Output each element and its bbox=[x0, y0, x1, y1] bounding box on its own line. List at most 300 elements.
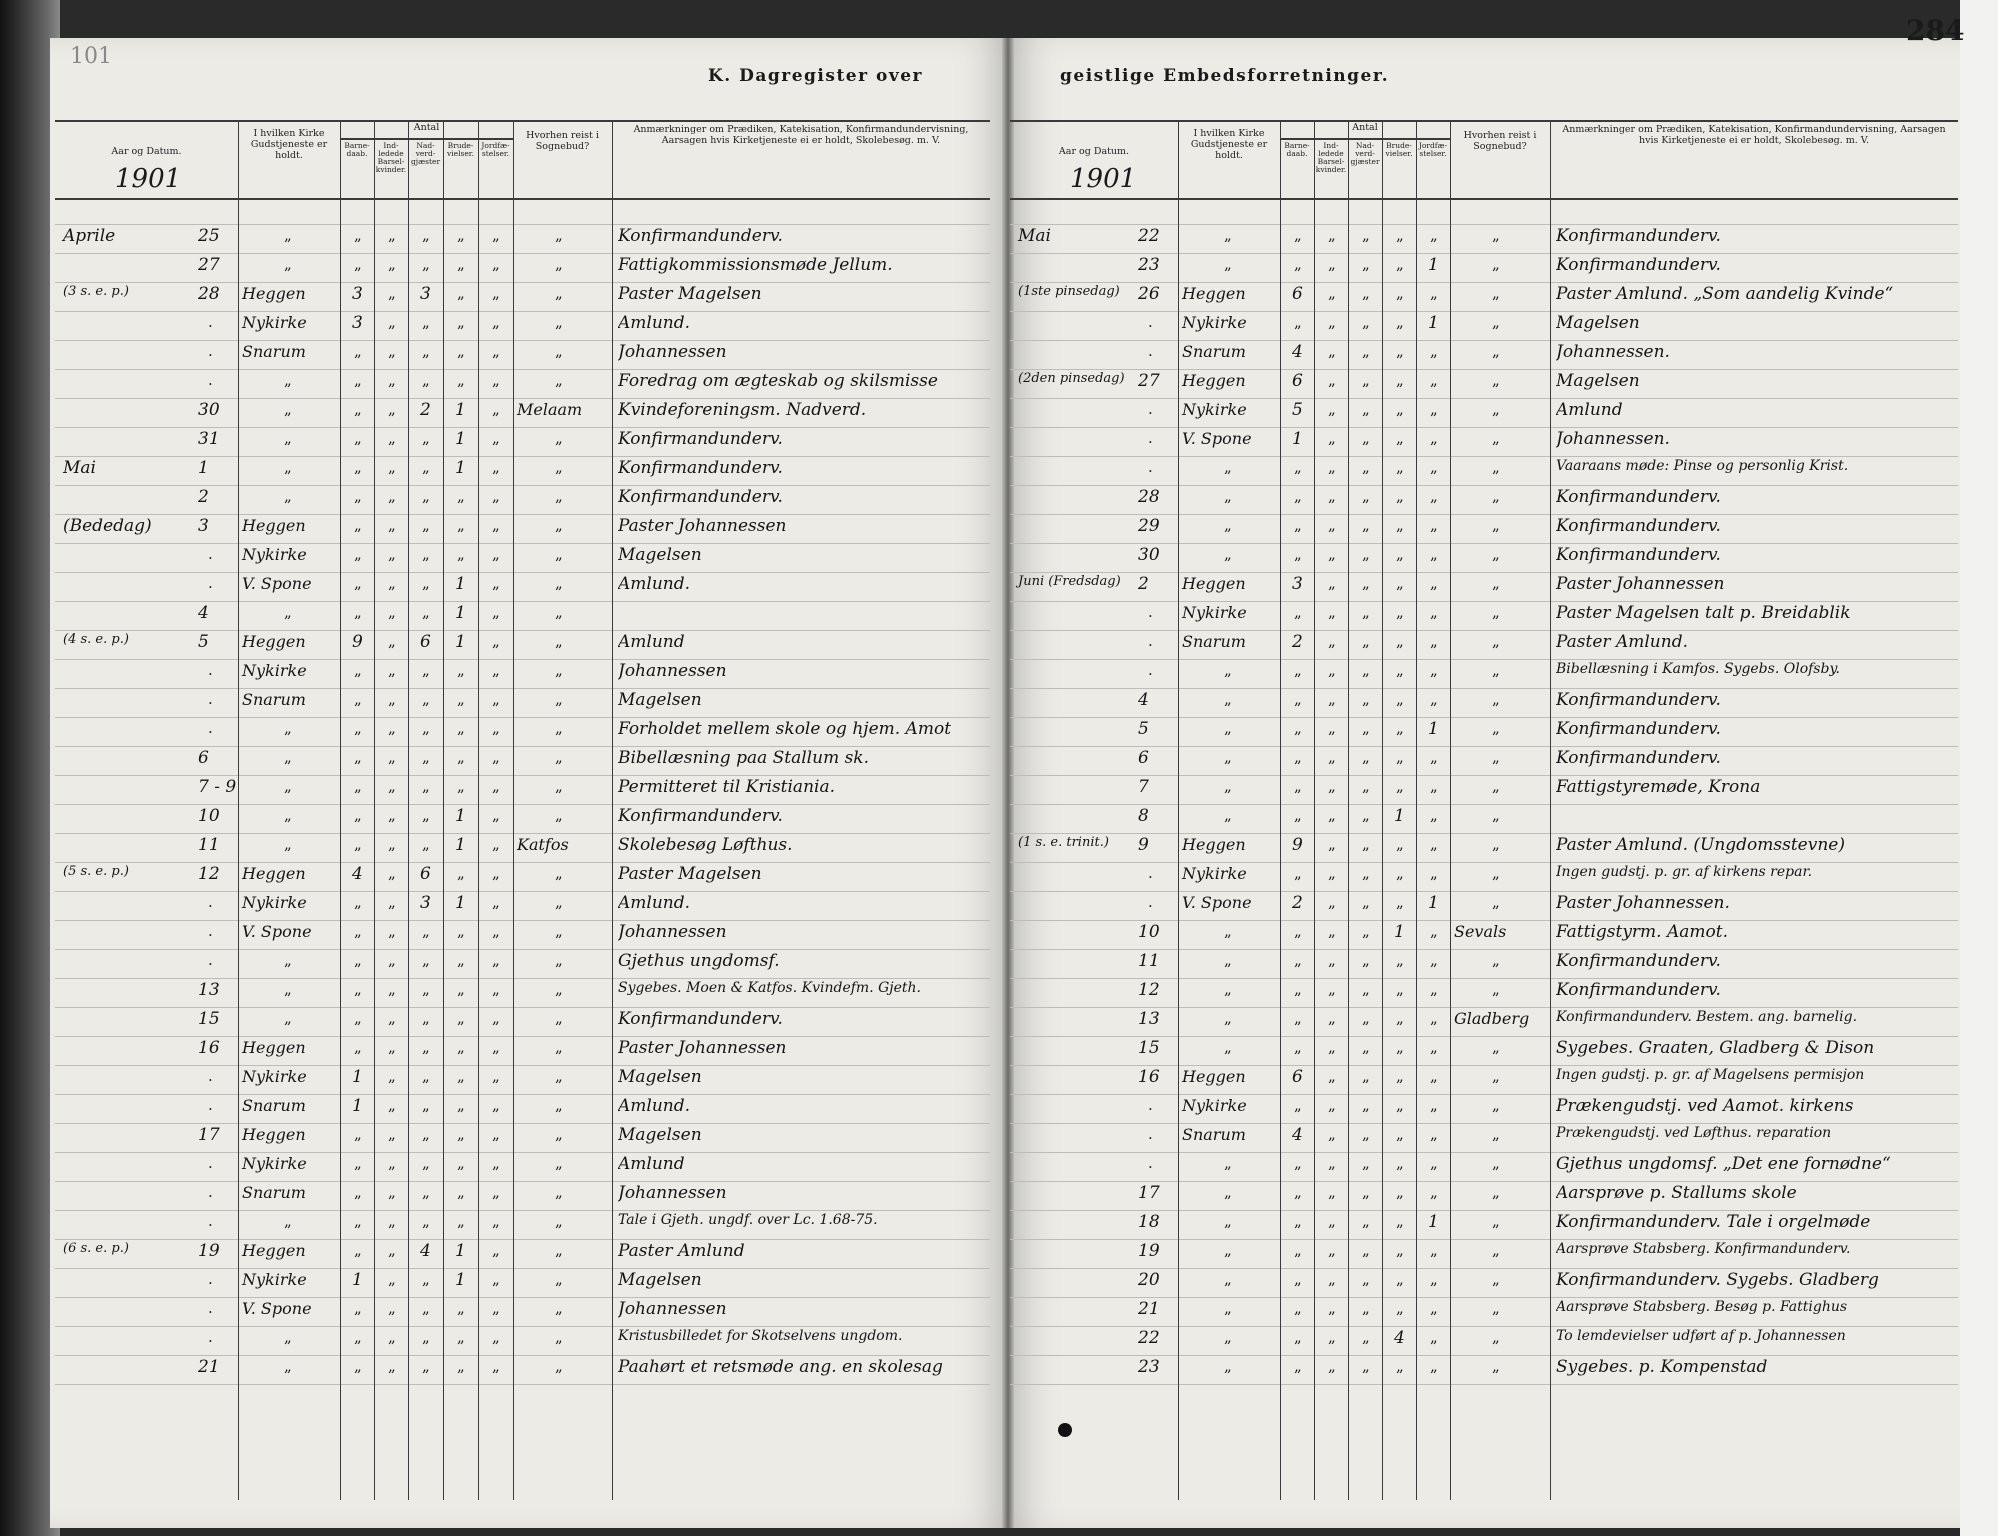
right-row-ditto: . bbox=[1148, 342, 1153, 360]
right-row-count-b: 2 bbox=[1292, 893, 1303, 913]
right-row-note: Magelsen bbox=[1556, 313, 1640, 333]
pencil-mark: 101 bbox=[70, 44, 112, 69]
right-row-ditto: „ bbox=[1430, 1241, 1438, 1259]
right-row-ditto: „ bbox=[1396, 1357, 1404, 1375]
right-row-rule bbox=[1010, 949, 1958, 950]
left-row-ditto: „ bbox=[457, 690, 465, 708]
left-row-note: Magelsen bbox=[618, 1067, 702, 1087]
right-row-ditto: „ bbox=[1362, 1038, 1370, 1056]
left-row-ditto: „ bbox=[457, 371, 465, 389]
left-row-ditto: . bbox=[208, 690, 213, 708]
left-row-ditto: „ bbox=[422, 574, 430, 592]
right-row-ditto: . bbox=[1148, 864, 1153, 882]
left-row-rule bbox=[55, 369, 990, 370]
right-row-ditto: „ bbox=[1430, 1328, 1438, 1346]
right-row-rule bbox=[1010, 1384, 1958, 1385]
left-row-ditto: „ bbox=[492, 1009, 500, 1027]
left-row-ditto: „ bbox=[354, 893, 362, 911]
right-row-note: Konfirmandunderv. bbox=[1556, 748, 1721, 768]
left-row-ditto: „ bbox=[284, 226, 292, 244]
left-row-ditto: „ bbox=[388, 632, 396, 650]
right-row-ditto: „ bbox=[1492, 661, 1500, 679]
right-row-rule bbox=[1010, 833, 1958, 834]
right-row-ditto: „ bbox=[1362, 1212, 1370, 1230]
right-row-ditto: „ bbox=[1430, 574, 1438, 592]
left-row-ditto: „ bbox=[555, 255, 563, 273]
left-row-ditto: „ bbox=[388, 400, 396, 418]
left-row-note: Skolebesøg Løfthus. bbox=[618, 835, 793, 855]
left-row-ditto: . bbox=[208, 342, 213, 360]
left-row-ditto: „ bbox=[284, 835, 292, 853]
left-row-ditto: „ bbox=[422, 1299, 430, 1317]
right-row-ditto: „ bbox=[1430, 1038, 1438, 1056]
right-row-day: 22 bbox=[1138, 1328, 1160, 1348]
left-row-rule bbox=[55, 572, 990, 573]
right-row-ditto: „ bbox=[1362, 516, 1370, 534]
left-row-ditto: „ bbox=[422, 1212, 430, 1230]
left-row-ditto: „ bbox=[492, 980, 500, 998]
left-row-ditto: „ bbox=[388, 1212, 396, 1230]
right-row-ditto: „ bbox=[1396, 777, 1404, 795]
left-row-ditto: „ bbox=[388, 458, 396, 476]
left-row-ditto: „ bbox=[457, 748, 465, 766]
right-row-day: 2 bbox=[1138, 574, 1149, 594]
left-row-count-b: 1 bbox=[352, 1270, 363, 1290]
right-row-note: Magelsen bbox=[1556, 371, 1640, 391]
left-row-ditto: „ bbox=[388, 835, 396, 853]
left-row-count-b: 1 bbox=[352, 1096, 363, 1116]
right-row-rule bbox=[1010, 1123, 1958, 1124]
left-row-ditto: „ bbox=[354, 922, 362, 940]
left-row-ditto: „ bbox=[422, 719, 430, 737]
right-row-rule bbox=[1010, 1210, 1958, 1211]
right-row-ditto: „ bbox=[1492, 1183, 1500, 1201]
right-row-rule bbox=[1010, 804, 1958, 805]
left-row-ditto: „ bbox=[422, 603, 430, 621]
right-row-ditto: „ bbox=[1294, 1212, 1302, 1230]
left-row-ditto: „ bbox=[354, 1183, 362, 1201]
left-row-count-v: 1 bbox=[455, 1241, 466, 1261]
right-row-rule bbox=[1010, 862, 1958, 863]
right-column-rule bbox=[1416, 120, 1417, 1500]
left-row-ditto: „ bbox=[388, 226, 396, 244]
right-row-ditto: „ bbox=[1328, 226, 1336, 244]
left-row-ditto: „ bbox=[555, 516, 563, 534]
left-row-ditto: „ bbox=[555, 226, 563, 244]
right-row-note: Paster Amlund. „Som aandelig Kvinde“ bbox=[1556, 284, 1894, 304]
left-row-ditto: „ bbox=[492, 1154, 500, 1172]
right-row-church: Nykirke bbox=[1182, 603, 1247, 622]
right-row-church: Snarum bbox=[1182, 342, 1246, 361]
right-row-count-b: 4 bbox=[1292, 342, 1303, 362]
right-row-note: Johannessen. bbox=[1556, 429, 1670, 449]
right-row-ditto: „ bbox=[1328, 1125, 1336, 1143]
left-row-ditto: „ bbox=[457, 922, 465, 940]
right-row-rule bbox=[1010, 630, 1958, 631]
right-antal-rule bbox=[1280, 138, 1450, 140]
right-row-ditto: „ bbox=[1362, 893, 1370, 911]
left-row-ditto: „ bbox=[422, 1038, 430, 1056]
right-row-ditto: „ bbox=[1492, 980, 1500, 998]
left-row-label: (4 s. e. p.) bbox=[63, 632, 129, 647]
right-row-ditto: „ bbox=[1396, 980, 1404, 998]
left-row-ditto: „ bbox=[492, 1212, 500, 1230]
left-row-ditto: „ bbox=[388, 429, 396, 447]
right-row-ditto: „ bbox=[1328, 458, 1336, 476]
right-row-ditto: „ bbox=[1328, 313, 1336, 331]
left-row-reist: Melaam bbox=[517, 400, 583, 419]
left-row-church: Snarum bbox=[242, 342, 306, 361]
right-row-ditto: „ bbox=[1224, 719, 1232, 737]
left-row-rule bbox=[55, 1239, 990, 1240]
right-row-ditto: „ bbox=[1430, 864, 1438, 882]
left-row-rule bbox=[55, 456, 990, 457]
right-row-ditto: „ bbox=[1396, 545, 1404, 563]
left-row-ditto: „ bbox=[492, 1357, 500, 1375]
right-row-ditto: „ bbox=[1224, 1270, 1232, 1288]
right-row-day: 7 bbox=[1138, 777, 1149, 797]
right-row-ditto: „ bbox=[1396, 661, 1404, 679]
right-row-ditto: „ bbox=[1362, 487, 1370, 505]
right-row-ditto: „ bbox=[1362, 1241, 1370, 1259]
left-row-ditto: „ bbox=[492, 487, 500, 505]
right-row-rule bbox=[1010, 746, 1958, 747]
left-row-church: Snarum bbox=[242, 1096, 306, 1115]
right-row-ditto: „ bbox=[1328, 690, 1336, 708]
left-row-note: Amlund. bbox=[618, 893, 691, 913]
right-row-ditto: „ bbox=[1492, 603, 1500, 621]
right-row-ditto: „ bbox=[1430, 777, 1438, 795]
left-row-note: Amlund bbox=[618, 1154, 685, 1174]
right-row-ditto: „ bbox=[1328, 400, 1336, 418]
left-row-ditto: „ bbox=[354, 574, 362, 592]
right-row-ditto: „ bbox=[1294, 1154, 1302, 1172]
left-row-church: Heggen bbox=[242, 1038, 306, 1057]
left-row-ditto: „ bbox=[555, 1067, 563, 1085]
right-row-rule bbox=[1010, 340, 1958, 341]
left-row-ditto: „ bbox=[422, 1009, 430, 1027]
right-row-ditto: „ bbox=[1396, 603, 1404, 621]
left-row-ditto: „ bbox=[555, 1183, 563, 1201]
left-row-day: 30 bbox=[198, 400, 220, 420]
left-row-day: 11 bbox=[198, 835, 220, 855]
left-row-ditto: „ bbox=[492, 690, 500, 708]
right-row-ditto: „ bbox=[1396, 371, 1404, 389]
left-row-ditto: „ bbox=[492, 1299, 500, 1317]
left-row-ditto: „ bbox=[422, 1357, 430, 1375]
left-row-ditto: „ bbox=[388, 1067, 396, 1085]
left-row-ditto: „ bbox=[555, 632, 563, 650]
left-row-ditto: „ bbox=[388, 545, 396, 563]
right-row-ditto: „ bbox=[1492, 893, 1500, 911]
left-row-rule bbox=[55, 427, 990, 428]
right-row-ditto: . bbox=[1148, 1154, 1153, 1172]
left-row-note: Paster Magelsen bbox=[618, 284, 762, 304]
right-row-label: Mai bbox=[1018, 226, 1051, 246]
left-row-ditto: „ bbox=[555, 603, 563, 621]
right-row-ditto: „ bbox=[1362, 1328, 1370, 1346]
right-header-top-rule bbox=[1010, 120, 1958, 122]
right-row-ditto: „ bbox=[1328, 1009, 1336, 1027]
right-row-ditto: „ bbox=[1328, 574, 1336, 592]
left-row-church: Nykirke bbox=[242, 545, 307, 564]
left-row-ditto: „ bbox=[388, 980, 396, 998]
left-row-church: Nykirke bbox=[242, 661, 307, 680]
right-row-ditto: „ bbox=[1224, 516, 1232, 534]
right-row-rule bbox=[1010, 1297, 1958, 1298]
left-row-rule bbox=[55, 253, 990, 254]
right-row-count-b: 2 bbox=[1292, 632, 1303, 652]
left-row-rule bbox=[55, 804, 990, 805]
right-row-rule bbox=[1010, 543, 1958, 544]
right-row-ditto: „ bbox=[1328, 429, 1336, 447]
left-row-ditto: „ bbox=[422, 487, 430, 505]
left-row-day: 2 bbox=[198, 487, 209, 507]
right-header-antal: Antal bbox=[1352, 122, 1378, 133]
left-row-ditto: „ bbox=[457, 951, 465, 969]
left-row-ditto: „ bbox=[284, 1357, 292, 1375]
right-row-day: 4 bbox=[1138, 690, 1149, 710]
left-row-ditto: „ bbox=[354, 1357, 362, 1375]
right-row-ditto: „ bbox=[1328, 545, 1336, 563]
left-row-day: 10 bbox=[198, 806, 220, 826]
left-row-ditto: „ bbox=[492, 806, 500, 824]
left-row-ditto: „ bbox=[284, 1212, 292, 1230]
right-row-day: 8 bbox=[1138, 806, 1149, 826]
right-row-rule bbox=[1010, 1355, 1958, 1356]
left-row-rule bbox=[55, 630, 990, 631]
right-row-note: Ingen gudstj. p. gr. af Magelsens permisjon bbox=[1556, 1067, 1865, 1083]
left-row-day: 15 bbox=[198, 1009, 220, 1029]
left-row-ditto: „ bbox=[422, 980, 430, 998]
right-row-day: 15 bbox=[1138, 1038, 1160, 1058]
right-row-ditto: „ bbox=[1328, 748, 1336, 766]
left-row-ditto: „ bbox=[492, 1270, 500, 1288]
left-row-note: Amlund. bbox=[618, 313, 691, 333]
left-row-count-v: 1 bbox=[455, 458, 466, 478]
right-row-ditto: „ bbox=[1294, 806, 1302, 824]
right-row-ditto: „ bbox=[1362, 632, 1370, 650]
left-row-ditto: „ bbox=[422, 951, 430, 969]
left-row-rule bbox=[55, 340, 990, 341]
right-row-ditto: „ bbox=[1328, 893, 1336, 911]
left-row-ditto: „ bbox=[284, 603, 292, 621]
right-row-ditto: „ bbox=[1492, 284, 1500, 302]
right-row-ditto: „ bbox=[1396, 1212, 1404, 1230]
left-row-ditto: „ bbox=[422, 342, 430, 360]
right-row-day: 10 bbox=[1138, 922, 1160, 942]
right-column-rule bbox=[1314, 120, 1315, 1500]
right-row-ditto: „ bbox=[1224, 1009, 1232, 1027]
right-row-rule bbox=[1010, 1181, 1958, 1182]
right-row-count-b: 3 bbox=[1292, 574, 1303, 594]
left-row-ditto: „ bbox=[492, 893, 500, 911]
left-row-ditto: „ bbox=[354, 429, 362, 447]
right-row-ditto: „ bbox=[1430, 371, 1438, 389]
right-row-ditto: „ bbox=[1328, 603, 1336, 621]
right-row-church: V. Spone bbox=[1182, 429, 1252, 448]
right-row-ditto: „ bbox=[1430, 980, 1438, 998]
left-row-ditto: „ bbox=[422, 806, 430, 824]
left-row-ditto: „ bbox=[354, 1328, 362, 1346]
left-row-ditto: „ bbox=[354, 806, 362, 824]
left-row-ditto: „ bbox=[457, 1009, 465, 1027]
left-row-ditto: „ bbox=[492, 661, 500, 679]
right-row-ditto: „ bbox=[1328, 922, 1336, 940]
right-row-ditto: „ bbox=[1328, 487, 1336, 505]
left-row-ditto: „ bbox=[422, 429, 430, 447]
left-row-count-b: 3 bbox=[352, 313, 363, 333]
left-row-rule bbox=[55, 949, 990, 950]
right-row-ditto: „ bbox=[1328, 1154, 1336, 1172]
left-row-ditto: „ bbox=[284, 429, 292, 447]
right-row-ditto: „ bbox=[1328, 1357, 1336, 1375]
left-row-ditto: „ bbox=[422, 313, 430, 331]
right-row-ditto: „ bbox=[1328, 1096, 1336, 1114]
left-row-ditto: „ bbox=[492, 835, 500, 853]
left-row-ditto: „ bbox=[354, 458, 362, 476]
right-row-ditto: „ bbox=[1294, 603, 1302, 621]
left-row-count-v: 1 bbox=[455, 835, 466, 855]
left-row-rule bbox=[55, 398, 990, 399]
scan-margin bbox=[1960, 0, 1998, 1536]
left-row-ditto: „ bbox=[284, 371, 292, 389]
left-row-ditto: „ bbox=[492, 864, 500, 882]
left-row-ditto: „ bbox=[492, 458, 500, 476]
right-row-ditto: „ bbox=[1362, 951, 1370, 969]
left-row-ditto: „ bbox=[457, 255, 465, 273]
right-row-note: Konfirmandunderv. bbox=[1556, 516, 1721, 536]
left-row-ditto: „ bbox=[422, 371, 430, 389]
left-row-ditto: „ bbox=[492, 516, 500, 534]
left-row-rule bbox=[55, 1094, 990, 1095]
right-row-ditto: „ bbox=[1396, 226, 1404, 244]
left-row-rule bbox=[55, 920, 990, 921]
right-row-note: Paster Johannessen bbox=[1556, 574, 1725, 594]
right-row-ditto: „ bbox=[1224, 1183, 1232, 1201]
left-row-count-v: 1 bbox=[455, 632, 466, 652]
left-row-ditto: . bbox=[208, 661, 213, 679]
right-row-ditto: „ bbox=[1430, 1125, 1438, 1143]
left-year: 1901 bbox=[115, 164, 182, 194]
right-row-ditto: „ bbox=[1362, 748, 1370, 766]
left-row-rule bbox=[55, 1181, 990, 1182]
right-row-ditto: „ bbox=[1224, 1154, 1232, 1172]
right-header-indledede: Ind-ledede Barsel-kvinder. bbox=[1315, 141, 1347, 174]
left-row-ditto: „ bbox=[422, 777, 430, 795]
right-row-ditto: „ bbox=[1294, 487, 1302, 505]
right-row-ditto: „ bbox=[1430, 632, 1438, 650]
right-row-day: 17 bbox=[1138, 1183, 1160, 1203]
right-row-rule bbox=[1010, 1094, 1958, 1095]
right-row-ditto: „ bbox=[1294, 516, 1302, 534]
left-row-note: Magelsen bbox=[618, 1270, 702, 1290]
right-row-ditto: „ bbox=[1362, 1125, 1370, 1143]
left-row-ditto: „ bbox=[555, 1270, 563, 1288]
right-row-ditto: „ bbox=[1396, 864, 1404, 882]
right-row-count-j: 1 bbox=[1428, 893, 1439, 913]
left-row-rule bbox=[55, 891, 990, 892]
left-row-rule bbox=[55, 717, 990, 718]
right-row-ditto: „ bbox=[1492, 748, 1500, 766]
right-row-ditto: „ bbox=[1396, 255, 1404, 273]
left-row-ditto: „ bbox=[388, 516, 396, 534]
left-row-count-b: 1 bbox=[352, 1067, 363, 1087]
left-row-ditto: „ bbox=[422, 922, 430, 940]
right-row-rule bbox=[1010, 398, 1958, 399]
left-row-ditto: „ bbox=[555, 458, 563, 476]
left-row-church: V. Spone bbox=[242, 1299, 312, 1318]
right-row-ditto: . bbox=[1148, 458, 1153, 476]
right-row-ditto: „ bbox=[1430, 545, 1438, 563]
right-row-ditto: „ bbox=[1492, 458, 1500, 476]
left-row-rule bbox=[55, 543, 990, 544]
left-row-ditto: „ bbox=[457, 1357, 465, 1375]
left-row-day: 4 bbox=[198, 603, 209, 623]
left-row-rule bbox=[55, 282, 990, 283]
left-row-label: (5 s. e. p.) bbox=[63, 864, 129, 879]
left-row-ditto: „ bbox=[354, 980, 362, 998]
right-row-ditto: „ bbox=[1294, 661, 1302, 679]
left-row-ditto: „ bbox=[354, 690, 362, 708]
right-row-ditto: „ bbox=[1396, 690, 1404, 708]
left-row-church: Heggen bbox=[242, 284, 306, 303]
right-column-rule bbox=[1382, 120, 1383, 1500]
right-row-ditto: „ bbox=[1430, 342, 1438, 360]
left-row-ditto: „ bbox=[388, 893, 396, 911]
right-row-note: Konfirmandunderv. bbox=[1556, 226, 1721, 246]
left-row-rule bbox=[55, 1326, 990, 1327]
left-row-ditto: „ bbox=[555, 545, 563, 563]
right-row-ditto: „ bbox=[1328, 951, 1336, 969]
right-row-count-v: 1 bbox=[1394, 806, 1405, 826]
left-row-day: 25 bbox=[198, 226, 220, 246]
left-row-note: Paahørt et retsmøde ang. en skolesag bbox=[618, 1357, 943, 1377]
right-row-ditto: „ bbox=[1362, 342, 1370, 360]
right-row-count-j: 1 bbox=[1428, 313, 1439, 333]
left-row-ditto: „ bbox=[555, 1357, 563, 1375]
right-row-note: Konfirmandunderv. bbox=[1556, 951, 1721, 971]
right-row-ditto: „ bbox=[1430, 951, 1438, 969]
left-row-ditto: „ bbox=[492, 1038, 500, 1056]
left-row-ditto: . bbox=[208, 1212, 213, 1230]
left-row-ditto: „ bbox=[422, 516, 430, 534]
right-row-note: Vaaraans møde: Pinse og personlig Krist. bbox=[1556, 458, 1849, 474]
right-row-ditto: „ bbox=[1492, 226, 1500, 244]
left-row-ditto: „ bbox=[457, 1183, 465, 1201]
right-row-rule bbox=[1010, 717, 1958, 718]
right-row-ditto: „ bbox=[1362, 835, 1370, 853]
right-row-note: Paster Amlund. (Ungdomsstevne) bbox=[1556, 835, 1845, 855]
right-row-ditto: „ bbox=[1328, 719, 1336, 737]
right-row-ditto: „ bbox=[1362, 806, 1370, 824]
left-row-ditto: „ bbox=[457, 1299, 465, 1317]
right-row-ditto: „ bbox=[1396, 893, 1404, 911]
left-row-ditto: „ bbox=[354, 226, 362, 244]
left-row-ditto: „ bbox=[388, 1328, 396, 1346]
right-row-church: Heggen bbox=[1182, 284, 1246, 303]
left-row-ditto: „ bbox=[555, 1212, 563, 1230]
left-row-ditto: „ bbox=[457, 980, 465, 998]
right-row-ditto: „ bbox=[1294, 1183, 1302, 1201]
left-row-ditto: „ bbox=[457, 1328, 465, 1346]
right-row-ditto: „ bbox=[1396, 313, 1404, 331]
left-row-ditto: „ bbox=[388, 661, 396, 679]
left-row-ditto: „ bbox=[555, 719, 563, 737]
right-row-day: 6 bbox=[1138, 748, 1149, 768]
left-row-ditto: „ bbox=[354, 255, 362, 273]
right-column-rule bbox=[1280, 120, 1281, 1500]
